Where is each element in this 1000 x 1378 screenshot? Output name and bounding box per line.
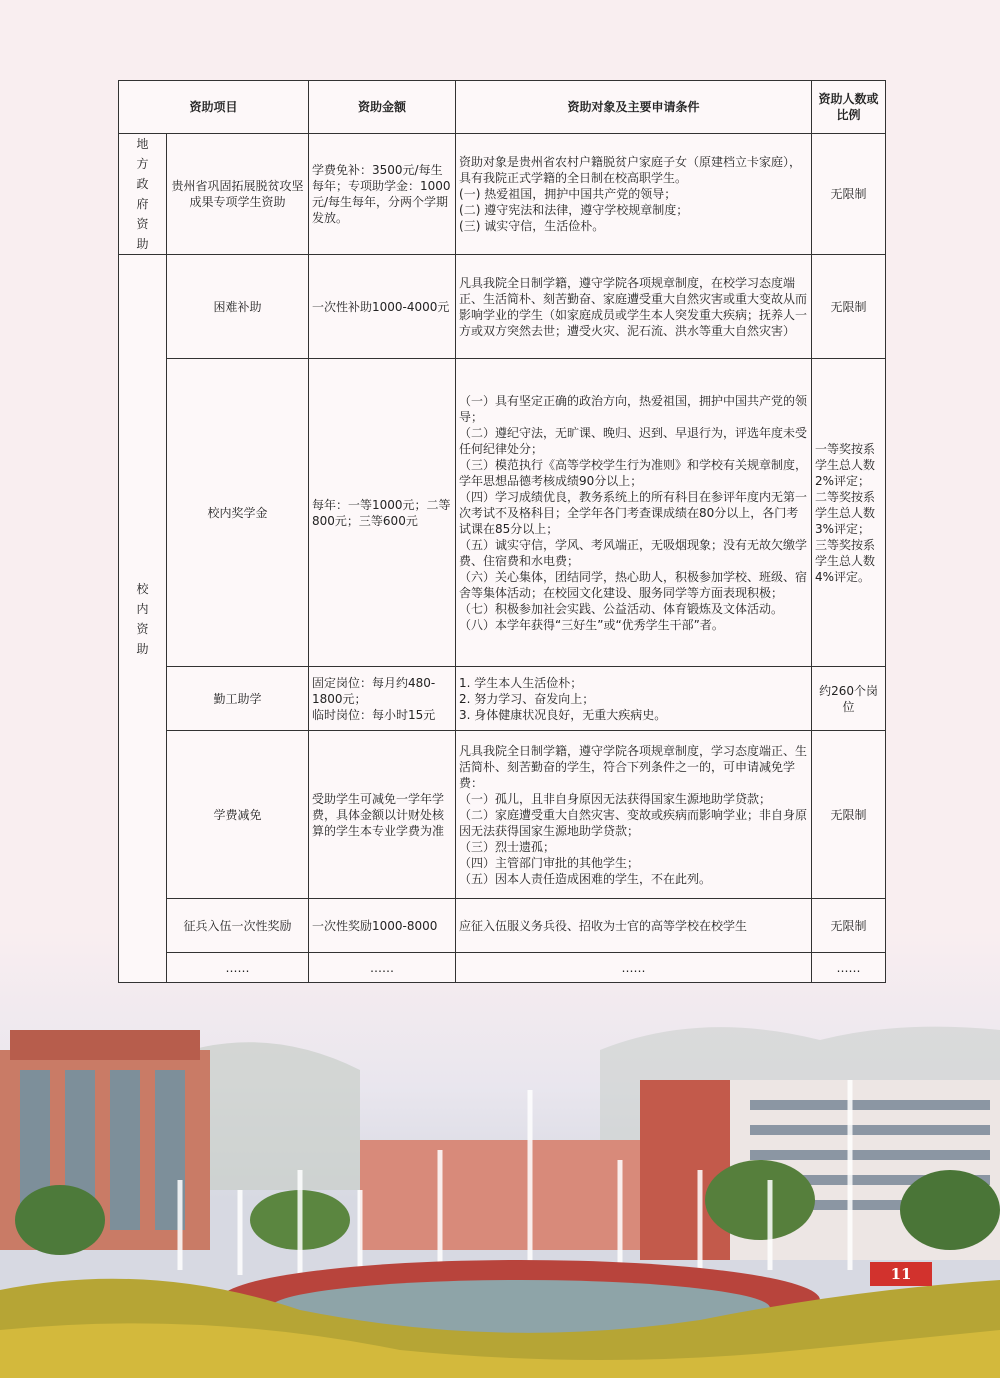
row-conditions bbox=[456, 953, 812, 983]
row-quota: 约260个岗位 bbox=[812, 667, 886, 731]
condition-line: （五）因本人责任造成困难的学生，不在此列。 bbox=[459, 871, 712, 886]
condition-line: （四）学习成绩优良，教务系统上的所有科目在参评年度内无第一次考试不及格科目；全学年各门考查课成绩在80分以上，各门考试课在85分以上； bbox=[459, 489, 808, 536]
condition-line: （八）本学年获得“三好生”或“优秀学生干部”者。 bbox=[459, 617, 724, 632]
row-quota: 无限制 bbox=[812, 134, 886, 255]
row-amount bbox=[309, 899, 456, 953]
condition-line: (三) 诚实守信，生活俭朴。 bbox=[459, 219, 605, 233]
amount-line: 临时岗位：每小时15元 bbox=[312, 707, 436, 722]
header-amount: 资助金额 bbox=[309, 81, 456, 134]
row-item: 征兵入伍一次性奖励 bbox=[167, 899, 309, 953]
condition-line: （六）关心集体，团结同学，热心助人，积极参加学校、班级、宿舍等集体活动；在校园文化建设、服务同学等方面表现积极； bbox=[459, 569, 808, 600]
amount-line: 固定岗位：每月约480-1800元； bbox=[312, 675, 436, 706]
row-item: 困难补助 bbox=[167, 255, 309, 359]
condition-line: 凡具我院全日制学籍，遵守学院各项规章制度，在校学习态度端正、生活简朴、刻苦勤奋、家庭遭受重大自然灾害或重大变故从而影响学业的学生（如家庭成员或学生本人突发重大疾病；抚养人一方或双方突然去世；遭受火灾、泥石流、洪水等重大自然灾害） bbox=[459, 275, 808, 338]
row-amount bbox=[309, 667, 456, 731]
row-amount bbox=[309, 255, 456, 359]
condition-line: …… bbox=[621, 960, 646, 975]
row-conditions bbox=[456, 359, 812, 667]
aid-table bbox=[118, 80, 886, 983]
amount-line: 每年：一等1000元；二等800元；三等600元 bbox=[312, 497, 451, 528]
condition-line: (二) 遵守宪法和法律，遵守学校规章制度； bbox=[459, 203, 689, 217]
row-item: 勤工助学 bbox=[167, 667, 309, 731]
row-conditions bbox=[456, 667, 812, 731]
row-item: 学费减免 bbox=[167, 731, 309, 899]
table-row bbox=[119, 953, 886, 983]
condition-line: （四）主管部门审批的其他学生； bbox=[459, 855, 640, 870]
condition-line: 1. 学生本人生活俭朴； bbox=[459, 675, 583, 690]
condition-line: （五）诚实守信，学风、考风端正，无吸烟现象；没有无故欠缴学费、住宿费和水电费； bbox=[459, 537, 808, 568]
condition-line: (一) 热爱祖国，拥护中国共产党的领导； bbox=[459, 187, 677, 201]
campus-photo bbox=[0, 930, 1000, 1378]
condition-line: （七）积极参加社会实践、公益活动、体育锻炼及文体活动。 bbox=[459, 601, 784, 616]
page-number: 11 bbox=[870, 1262, 932, 1286]
category-school: 校内资助 bbox=[119, 255, 167, 983]
row-item: …… bbox=[167, 953, 309, 983]
table-row bbox=[119, 134, 886, 255]
row-conditions bbox=[456, 731, 812, 899]
row-conditions bbox=[456, 899, 812, 953]
condition-line: （二）遵纪守法，无旷课、晚归、迟到、早退行为，评选年度未受任何纪律处分； bbox=[459, 425, 808, 456]
condition-line: （三）模范执行《高等学校学生行为准则》和学校有关规章制度，学年思想品德考核成绩90分以上； bbox=[459, 457, 808, 488]
amount-line: 受助学生可减免一学年学费，具体金额以计财处核算的学生本专业学费为准 bbox=[312, 791, 445, 838]
row-amount bbox=[309, 731, 456, 899]
amount-line: …… bbox=[370, 960, 395, 975]
condition-line: 凡具我院全日制学籍，遵守学院各项规章制度，学习态度端正、生活简朴、刻苦勤奋的学生，符合下列条件之一的，可申请减免学费： bbox=[459, 743, 808, 790]
row-amount bbox=[309, 953, 456, 983]
row-quota: …… bbox=[812, 953, 886, 983]
category-local: 地方政府资助 bbox=[119, 134, 167, 255]
row-quota: 无限制 bbox=[812, 731, 886, 899]
table-row bbox=[119, 731, 886, 899]
header-conditions: 资助对象及主要申请条件 bbox=[456, 81, 812, 134]
table-row bbox=[119, 255, 886, 359]
condition-line: （三）烈士遗孤； bbox=[459, 839, 556, 854]
condition-line: （一）具有坚定正确的政治方向，热爱祖国，拥护中国共产党的领导； bbox=[459, 393, 808, 424]
amount-line: 一次性奖励1000-8000 bbox=[312, 918, 438, 933]
row-item: 贵州省巩固拓展脱贫攻坚成果专项学生资助 bbox=[167, 134, 309, 255]
condition-line: 资助对象是贵州省农村户籍脱贫户家庭子女（原建档立卡家庭），具有我院正式学籍的全日制在校高职学生。 bbox=[459, 155, 802, 185]
condition-line: 2. 努力学习、奋发向上； bbox=[459, 691, 595, 706]
table-row bbox=[119, 899, 886, 953]
header-item: 资助项目 bbox=[119, 81, 309, 134]
row-amount bbox=[309, 134, 456, 255]
row-quota: 一等奖按系学生总人数2%评定；二等奖按系学生总人数3%评定；三等奖按系学生总人数4%评定。 bbox=[812, 359, 886, 667]
condition-line: 应征入伍服义务兵役、招收为士官的高等学校在校学生 bbox=[459, 918, 748, 933]
amount-line: 一次性补助1000-4000元 bbox=[312, 299, 450, 314]
amount-line: 学费免补：3500元/每生每年；专项助学金：1000元/每生每年，分两个学期发放。 bbox=[312, 163, 451, 225]
header-quota: 资助人数或比例 bbox=[812, 81, 886, 134]
row-quota: 无限制 bbox=[812, 255, 886, 359]
table-row bbox=[119, 667, 886, 731]
row-item: 校内奖学金 bbox=[167, 359, 309, 667]
table-row bbox=[119, 359, 886, 667]
condition-line: （一）孤儿，且非自身原因无法获得国家生源地助学贷款； bbox=[459, 791, 772, 806]
table-header-row bbox=[119, 81, 886, 134]
row-amount bbox=[309, 359, 456, 667]
condition-line: 3. 身体健康状况良好，无重大疾病史。 bbox=[459, 707, 667, 722]
row-conditions bbox=[456, 255, 812, 359]
row-conditions bbox=[456, 134, 812, 255]
condition-line: （二）家庭遭受重大自然灾害、变故或疾病而影响学业；非自身原因无法获得国家生源地助学贷款； bbox=[459, 807, 808, 838]
row-quota: 无限制 bbox=[812, 899, 886, 953]
